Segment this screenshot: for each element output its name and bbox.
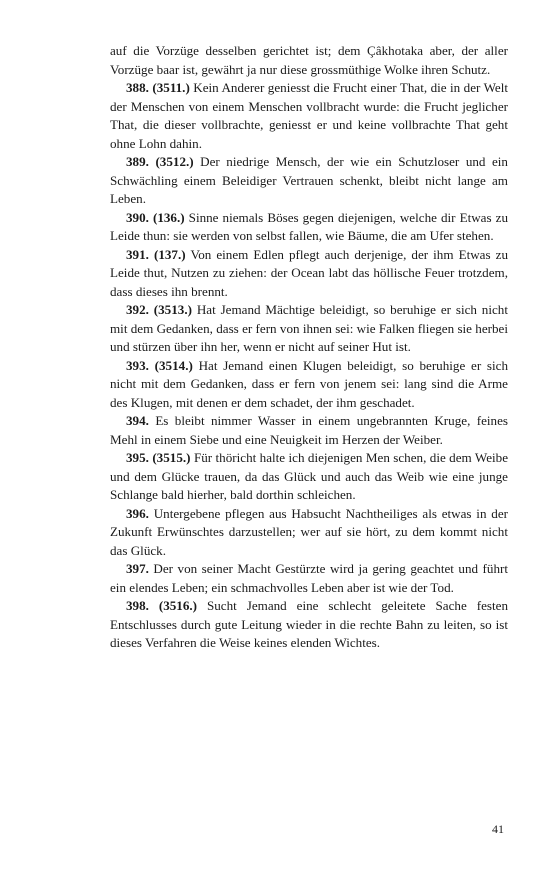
aphorism-text: Sinne niemals Böses gegen diejenigen, welche dir Etwas zu Leide thun: sie werden von selbst fallen, wie Bäume, die am Ufer stehen. bbox=[110, 209, 508, 243]
aphorism-number: 397. bbox=[126, 561, 149, 576]
aphorism-text: Für thöricht halte ich diejenigen Men schen, die dem Weibe und dem Glücke trauen, da das Glück und auch das Weib wie eine junge Schlange bald hierher, bald dorthin schleichen. bbox=[110, 450, 509, 502]
aphorism-number: 389. (3512.) bbox=[126, 154, 194, 169]
aphorism-number: 392. (3513.) bbox=[126, 302, 192, 317]
aphorism-text: Untergebene pflegen aus Habsucht Nachtheiliges als etwas in der Zukunft Erwünschtes darzustellen; wer auf sie hört, zu dem kommt nicht das Glück. bbox=[110, 505, 508, 558]
aphorism-paragraph bbox=[110, 449, 508, 505]
aphorism-text: Es bleibt nimmer Wasser in einem ungebrannten Kruge, feines Mehl in einem Siebe und eine Neuigkeit im Herzen der Weiber. bbox=[110, 413, 508, 447]
aphorism-text: Von einem Edlen pflegt auch derjenige, der ihm Etwas zu Leide thut, Nutzen zu ziehen: der Ocean labt das höllische Feuer trotzdem, dass dieses ihn brennt. bbox=[110, 246, 509, 299]
aphorism-text: Sucht Jemand eine schlecht geleitete Sache festen Entschlusses durch gute Leitung wieder in die rechte Bahn zu leiten, so ist dieses Verfahren die Weise keines elenden Wichtes. bbox=[110, 598, 508, 650]
aphorism-paragraph bbox=[110, 597, 508, 653]
aphorism-text: Der von seiner Macht Gestürzte wird ja gering geachtet und führt ein elendes Leben; ein schmachvolles Leben aber ist wie der Tod. bbox=[110, 561, 508, 595]
aphorism-paragraph bbox=[110, 412, 508, 449]
aphorism-number: 393. (3514.) bbox=[126, 357, 193, 373]
aphorism-number: 394. bbox=[126, 413, 149, 428]
aphorism-paragraph bbox=[110, 560, 508, 597]
aphorism-number: 390. (136.) bbox=[126, 209, 185, 225]
aphorism-number: 398. (3516.) bbox=[126, 598, 198, 613]
continuation-paragraph: auf die Vorzüge desselben gerichtet ist; dem Çâkhotaka aber, der aller Vorzüge baar ist, gewährt ja nur diese grossmüthige Wolke ihren Schutz. bbox=[110, 43, 508, 77]
aphorism-text: Hat Jemand einen Klugen beleidigt, so beruhige er sich nicht mit dem Gedanken, dass er fern von jenem sei: lang sind die Arme des Klugen, mit denen er dem schadet, der ihm geschadet. bbox=[110, 357, 508, 410]
page-number: 41 bbox=[492, 822, 504, 836]
paragraph-list bbox=[110, 79, 508, 653]
aphorism-number: 395. (3515.) bbox=[126, 450, 191, 465]
aphorism-paragraph bbox=[110, 301, 508, 357]
aphorism-paragraph bbox=[110, 246, 508, 302]
aphorism-text: Hat Jemand Mächtige beleidigt, so beruhige er sich nicht mit dem Gedanken, dass er fern von ihnen sei: wie Falken fliegen sie herbei und stürzen über ihn her, wenn er nicht auf seiner Hut ist. bbox=[110, 302, 508, 354]
aphorism-text: Kein Anderer geniesst die Frucht einer That, die in der Welt der Menschen von einem Menschen vollbracht wurde: die Frucht jeglicher That, die dieser vollbrachte, geniesst er und keine vollbrachte That geht ohne Lohn dahin. bbox=[110, 80, 508, 151]
aphorism-paragraph bbox=[110, 153, 508, 209]
aphorism-paragraph bbox=[110, 505, 508, 561]
aphorism-number: 396. bbox=[126, 505, 149, 521]
aphorism-number: 391. (137.) bbox=[126, 246, 186, 262]
aphorism-paragraph bbox=[110, 357, 508, 413]
aphorism-paragraph bbox=[110, 79, 508, 153]
aphorism-number: 388. (3511.) bbox=[126, 80, 190, 95]
aphorism-text: Der niedrige Mensch, der wie ein Schutzloser und ein Schwächling einem Beleidiger Vertrauen schenkt, bleibt nicht lange am Leben. bbox=[110, 154, 508, 206]
body-text bbox=[110, 42, 508, 653]
aphorism-paragraph bbox=[110, 209, 508, 246]
